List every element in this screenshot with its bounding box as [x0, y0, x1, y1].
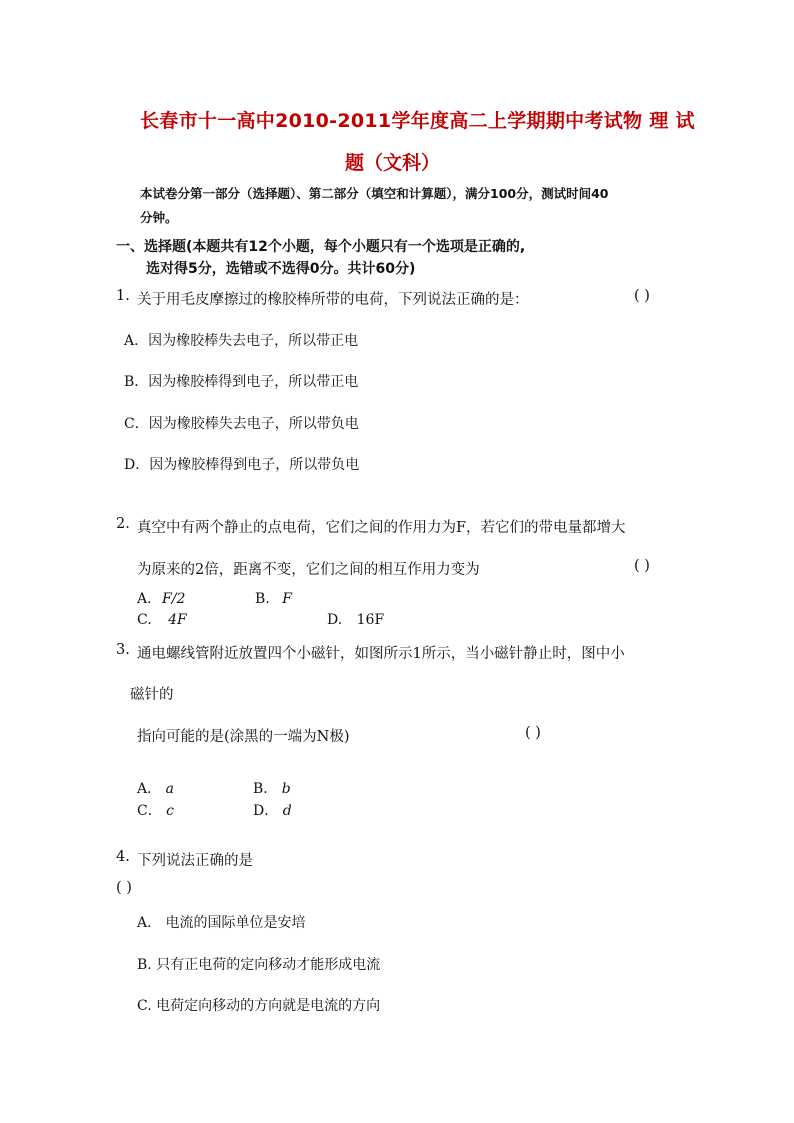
q1-option-a: A．因为橡胶棒失去电子，所以带正电 — [124, 333, 359, 349]
q2-option-c-value: 4F — [168, 612, 187, 628]
q3-line3: 指向可能的是(涂黑的一端为N极) — [137, 729, 350, 745]
q3-answer-blank: ( ) — [525, 725, 541, 741]
q4-option-a: A． 电流的国际单位是安培 — [137, 915, 306, 931]
q1-number: 1. — [116, 288, 130, 304]
q3-option-d — [253, 800, 292, 820]
section-heading-line1: 一、选择题(本题共有12个小题，每个小题只有一个选项是正确的, — [116, 239, 526, 255]
section-heading-line2: 选对得5分，选错或不选得0分。共计60分) — [146, 261, 416, 277]
q3-line1: 通电螺线管附近放置四个小磁针，如图所示1所示，当小磁针静止时，图中小 — [137, 646, 625, 662]
q2-option-a-value: F/2 — [162, 591, 186, 607]
intro-line1: 本试卷分第一部分（选择题）、第二部分（填空和计算题），满分100分，测试时间40 — [140, 186, 609, 201]
q4-number: 4. — [116, 849, 130, 865]
page-title-line1: 长春市十一高中2010-2011学年度高二上学期期中考试物 理 试 — [140, 110, 695, 132]
q2-option-d-value: 16F — [356, 612, 385, 628]
q3-option-a — [137, 778, 174, 798]
q2-number: 2. — [116, 516, 130, 532]
q3-line2: 磁针的 — [130, 687, 174, 703]
q4-answer-blank: ( ) — [116, 880, 132, 896]
q3-option-c — [137, 800, 174, 820]
q3-number: 3. — [116, 642, 130, 658]
q2-line2: 为原来的2倍，距离不变，它们之间的相互作用力变为 — [137, 562, 480, 578]
q3-option-d-value: d — [282, 803, 292, 819]
q1-text: 关于用毛皮摩擦过的橡胶棒所带的电荷，下列说法正确的是： — [137, 292, 529, 308]
q2-option-a-label: A. — [137, 591, 152, 607]
q2-option-c-label: C. — [137, 612, 152, 628]
q3-option-d-label: D． — [253, 803, 279, 819]
q2-option-b-value: F — [282, 591, 292, 607]
q2-option-b — [255, 591, 292, 607]
q3-option-a-label: A． — [137, 781, 162, 797]
q2-option-b-label: B. — [255, 591, 270, 607]
q4-option-c: C. 电荷定向移动的方向就是电流的方向 — [137, 998, 381, 1014]
intro-line2: 分钟。 — [140, 210, 178, 225]
q2-answer-blank: ( ) — [634, 558, 650, 574]
q2-line1: 真空中有两个静止的点电荷，它们之间的作用力为F，若它们的带电量都增大 — [137, 520, 626, 536]
q3-option-a-value: a — [165, 781, 174, 797]
q3-option-c-value: c — [166, 803, 175, 819]
q2-option-d-label: D. — [327, 612, 343, 628]
q2-option-a — [137, 591, 185, 607]
q1-option-d: D．因为橡胶棒得到电子，所以带负电 — [124, 457, 360, 473]
q4-text: 下列说法正确的是 — [137, 853, 253, 869]
q1-option-b: B．因为橡胶棒得到电子，所以带正电 — [124, 374, 359, 390]
q1-option-c: C．因为橡胶棒失去电子，所以带负电 — [124, 416, 359, 432]
q3-option-b — [253, 778, 291, 798]
q2-option-c — [137, 612, 187, 628]
q3-option-c-label: C． — [137, 803, 162, 819]
q3-option-b-label: B． — [253, 781, 278, 797]
q2-option-d — [327, 612, 384, 628]
q4-option-b: B. 只有正电荷的定向移动才能形成电流 — [137, 957, 381, 973]
q1-answer-blank: ( ) — [634, 288, 650, 304]
page-title-line2: 题（文科） — [345, 152, 441, 174]
q3-option-b-value: b — [281, 781, 291, 797]
